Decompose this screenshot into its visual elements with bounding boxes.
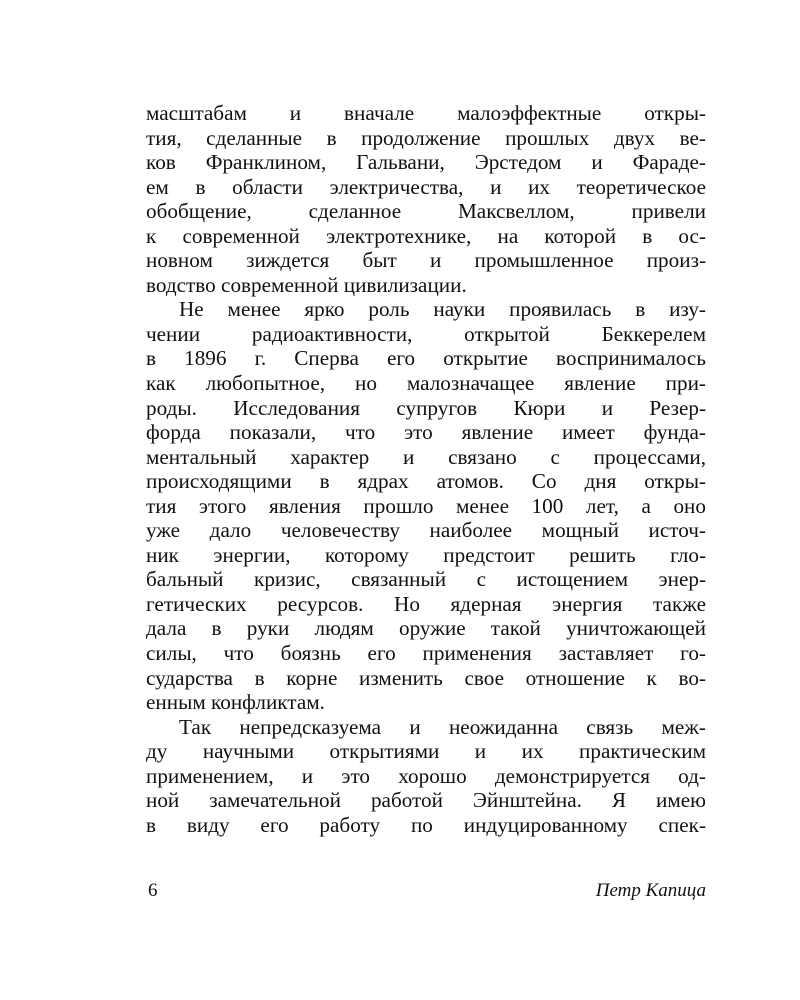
text-line: происходящими в ядрах атомов. Со дня откры-: [146, 469, 706, 494]
text-line: уже дало человечеству наиболее мощный источ-: [146, 518, 706, 543]
text-line: чении радиоактивности, открытой Беккерелем: [146, 321, 706, 346]
text-line: форда показали, что это явление имеет фунда-: [146, 420, 706, 445]
page-number: 6: [148, 880, 158, 901]
text-line: дала в руки людям оружие такой уничтожающей: [146, 616, 706, 641]
text-line: как любопытное, но малозначащее явление при-: [146, 371, 706, 396]
page-footer: [146, 880, 706, 906]
text-line: силы, что боязнь его применения заставляет го-: [146, 641, 706, 666]
text-line: водство современной цивилизации.: [146, 272, 467, 297]
text-line: ник энергии, которому предстоит решить гло-: [146, 542, 706, 567]
text-line: в виду его работу по индуцированному спек-: [146, 812, 706, 837]
text-line: Так непредсказуема и неожиданна связь меж-: [179, 714, 706, 739]
text-line: енным конфликтам.: [146, 690, 325, 715]
text-line: ной замечательной работой Эйнштейна. Я имею: [146, 788, 706, 813]
text-line: тия этого явления прошло менее 100 лет, а оно: [146, 493, 706, 518]
running-author: Петр Капица: [595, 880, 706, 901]
text-line: Не менее ярко роль науки проявилась в изу-: [179, 297, 706, 322]
text-line: обобщение, сделанное Максвеллом, привели: [146, 199, 706, 224]
text-line: ментальный характер и связано с процессами,: [146, 444, 706, 469]
text-line: новном зиждется быт и промышленное произ-: [146, 248, 706, 273]
text-line: применением, и это хорошо демонстрируется од-: [146, 763, 706, 788]
text-line: ду научными открытиями и их практическим: [146, 739, 706, 764]
text-line: тия, сделанные в продолжение прошлых двух ве-: [146, 125, 706, 150]
text-line: роды. Исследования супругов Кюри и Резер-: [146, 395, 706, 420]
text-line: к современной электротехнике, на которой в ос-: [146, 223, 706, 248]
text-line: бальный кризис, связанный с истощением энер-: [146, 567, 706, 592]
body-text: [146, 101, 706, 837]
text-line: в 1896 г. Сперва его открытие воспринималось: [146, 346, 706, 371]
text-line: ков Франклином, Гальвани, Эрстедом и Фараде-: [146, 150, 706, 175]
text-line: ем в области электричества, и их теоретическое: [146, 174, 706, 199]
text-line: гетических ресурсов. Но ядерная энергия также: [146, 591, 706, 616]
text-line: сударства в корне изменить свое отношение к во-: [146, 665, 706, 690]
text-line: масштабам и вначале малоэффектные откры-: [146, 101, 706, 125]
